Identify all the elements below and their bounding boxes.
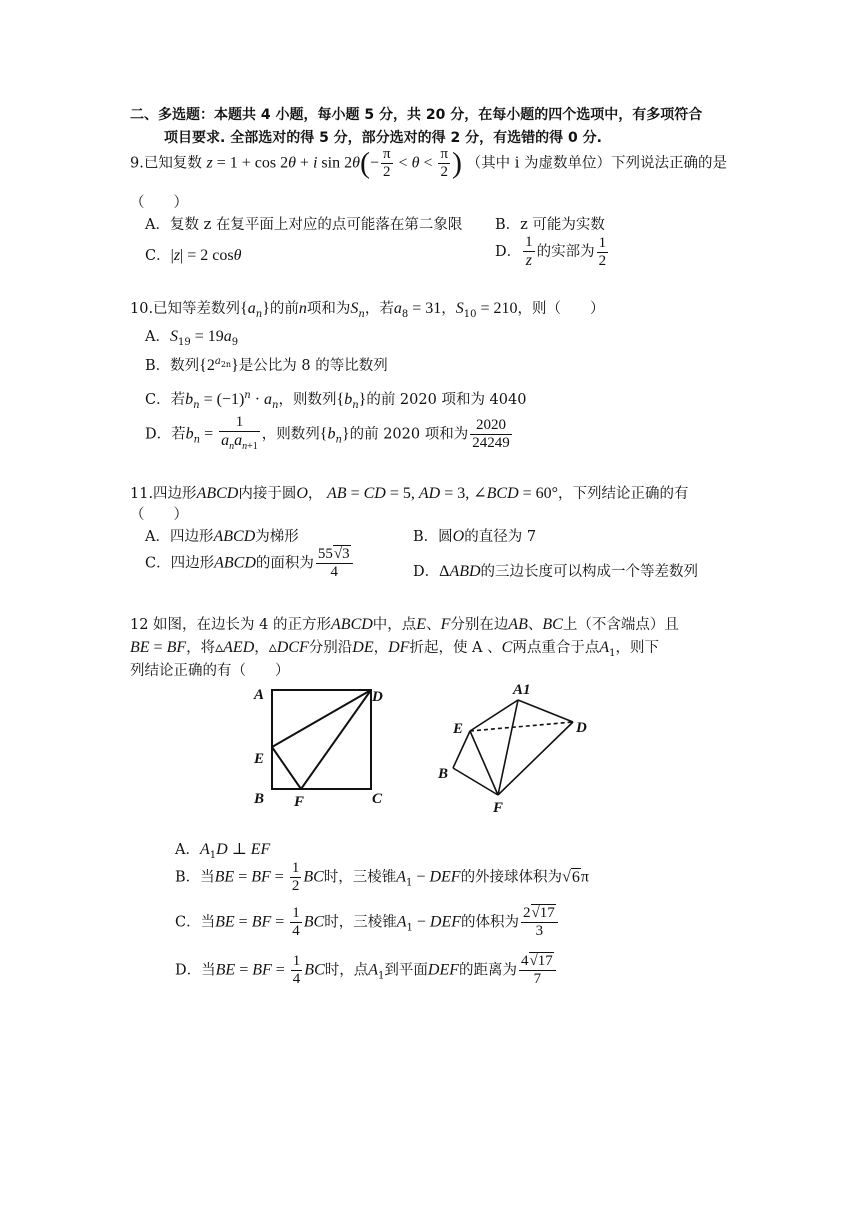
segment-ef	[272, 747, 301, 789]
label-d2: D	[576, 720, 587, 736]
label-e: E	[254, 751, 265, 767]
q12-option-a: A．$A_1D$ ⊥ EF	[175, 841, 271, 861]
q11-option-d: D．ΔABD的三边长度可以构成一个等差数列	[413, 563, 699, 580]
label-f: F	[294, 794, 305, 810]
label-f2: F	[493, 800, 504, 816]
q10-option-a: A．$S_{19} = 19a_9$	[145, 328, 239, 348]
edge-d-f	[498, 722, 573, 795]
label-a: A	[254, 687, 265, 703]
q9-option-a: A．复数 z 在复平面上对应的点可能落在第二象限	[145, 217, 463, 233]
edge-e-a1	[470, 700, 518, 731]
section-heading-line1: 二、多选题：本题共 4 小题，每小题 5 分，共 20 分，在每小题的四个选项中，有多项符合	[130, 107, 703, 123]
edge-e-d-hidden	[470, 722, 573, 731]
figure-square-abcd	[248, 683, 396, 813]
q10-option-c: C．若$b_n = (-1)^n \cdot a_n$，则数列$\{b_n\}$的前 2020 项和为 4040	[145, 390, 527, 411]
q12-stem-line2: BE = BF，将▵AED，▵DCF分别沿DE，DF折起，使 A 、C两点重合于点$A_1$，则下	[130, 639, 659, 659]
q12-option-c: C．当BE = BF = $\frac{1}{4}$ BC时，三棱锥$A_1$ − DEF的体积为 $\frac{2√17}{3}$	[175, 905, 560, 940]
edge-a1-f	[498, 700, 518, 795]
label-b2: B	[438, 766, 449, 782]
q9-stem: 9.已知复数 z = 1 + cos 2θ + i sin 2θ(− $\frac{\pi}{2}$ < θ < $\frac{\pi}{2}$ ) （其中 i 为虚数单位）下列说法正确的是	[130, 146, 728, 180]
q9-option-c: C．|z| = 2 cosθ	[145, 247, 242, 264]
q9-paren: （ ）	[130, 195, 188, 211]
label-e2: E	[453, 721, 464, 737]
q12-option-d: D．当BE = BF = $\frac{1}{4}$ BC时，点$A_1$到平面DEF的距离为 $\frac{4√17}{7}$	[175, 953, 558, 988]
q10-stem: 10.已知等差数列$\{a_n\}$的前n项和为$S_n$，若$a_8 = 31$，$S_{10} = 210$，则（ ）	[130, 300, 605, 320]
q10-option-b: B．数列$\{2^{a_{2n}}\}$是公比为 8 的等比数列	[145, 356, 388, 374]
segment-ed	[272, 690, 371, 747]
q12-option-b: B．当BE = BF = $\frac{1}{2}$ BC时，三棱锥$A_1$ − DEF的外接球体积为√6π	[175, 860, 589, 894]
label-d: D	[372, 689, 383, 705]
q11-option-c: C．四边形ABCD的面积为 $\frac{55√3}{4}$	[145, 546, 355, 581]
section-heading-line2: 项目要求. 全部选对的得 5 分，部分选对的得 2 分，有选错的得 0 分.	[164, 130, 602, 146]
label-a1: A1	[513, 682, 531, 698]
label-c: C	[372, 791, 383, 807]
q11-paren: （ ）	[130, 507, 188, 523]
q9-option-b: B．z 可能为实数	[495, 217, 605, 233]
q10-option-d: D．若$b_n$ = $\frac{1}{a_na_{n+1}}$ ，则数列$\{b_n\}$的前 2020 项和为 $\frac{2020}{24249}$	[145, 414, 510, 452]
q11-option-b: B．圆O的直径为 7	[413, 528, 537, 545]
figure-folded-tetrahedron	[433, 680, 593, 816]
q11-option-a: A．四边形ABCD为梯形	[145, 528, 299, 545]
edge-e-f	[470, 731, 498, 795]
edge-a1-d	[518, 700, 573, 722]
label-b: B	[254, 791, 265, 807]
q12-stem-line3: 列结论正确的有（ ）	[130, 663, 290, 679]
q11-stem: 11.四边形ABCD内接于圆O， AB = CD = 5, AD = 3, ∠BCD = 60°，下列结论正确的有	[130, 485, 689, 502]
q9-option-d: D． $\frac{1}{z}$ 的实部为 $\frac{1}{2}$	[495, 234, 607, 269]
q12-stem-line1: 12 如图，在边长为 4 的正方形ABCD中，点E、F分别在边AB、BC上（不含端点）且	[130, 616, 679, 633]
segment-fd	[301, 690, 371, 789]
